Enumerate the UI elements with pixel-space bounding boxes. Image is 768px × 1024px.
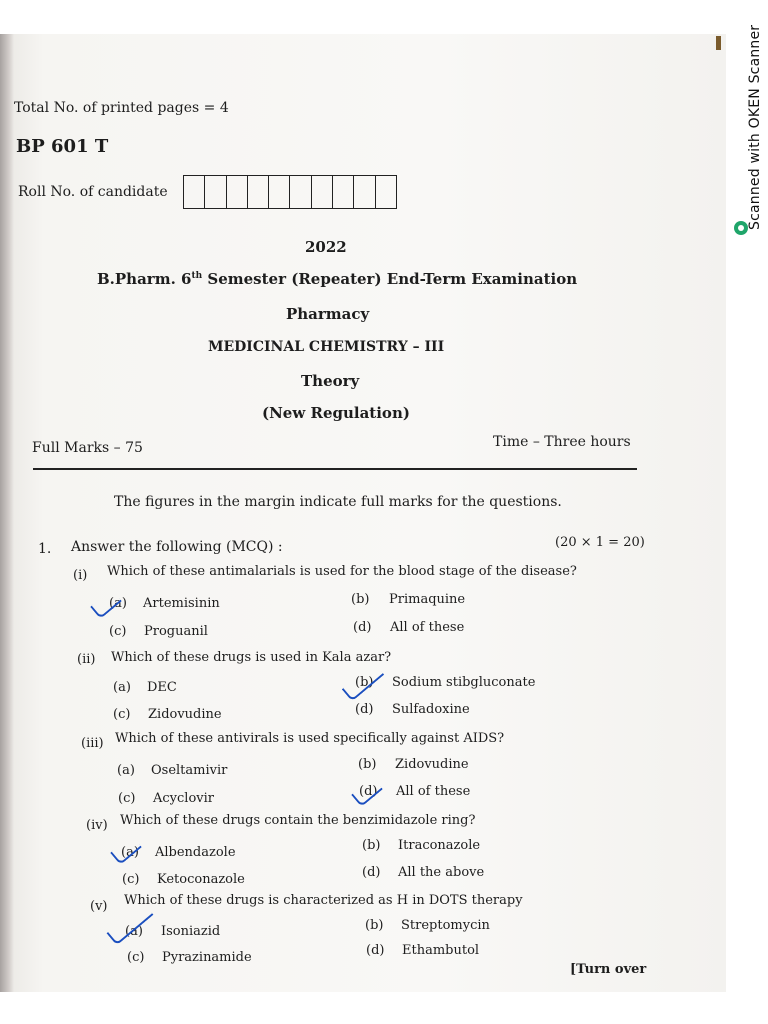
question-text: Which of these drugs is characterized as H in DOTS therapy — [124, 893, 523, 908]
option-text: Itraconazole — [398, 838, 481, 853]
option-text: Streptomycin — [401, 918, 490, 933]
option-text: Oseltamivir — [151, 763, 228, 778]
exam-title — [97, 270, 577, 288]
instruction-text: The figures in the margin indicate full marks for the questions. — [114, 494, 562, 510]
question-text: Which of these drugs is used in Kala azar? — [111, 650, 392, 665]
section-number: 1. — [38, 541, 52, 557]
option-letter: (b) — [351, 592, 370, 607]
option-text: Ethambutol — [402, 943, 480, 958]
question-text: Which of these antimalarials is used for the blood stage of the disease? — [107, 564, 577, 579]
scanner-logo-icon — [734, 221, 748, 235]
option-letter: (a) — [125, 924, 143, 939]
subject-name: Pharmacy — [286, 305, 370, 323]
option-text: Ketoconazole — [157, 872, 245, 887]
bookmark-mark — [716, 36, 721, 50]
option-text: Sulfadoxine — [392, 702, 470, 717]
option-text: Proguanil — [144, 624, 208, 639]
option-text: Zidovudine — [148, 707, 222, 722]
question-number: (ii) — [77, 652, 96, 667]
roll-digit-box[interactable] — [312, 176, 333, 208]
exam-title-sup: th — [191, 271, 203, 281]
roll-digit-box[interactable] — [376, 176, 396, 208]
question-text: Which of these antivirals is used specifically against AIDS? — [115, 731, 505, 746]
roll-digit-box[interactable] — [269, 176, 290, 208]
option-letter: (b) — [362, 838, 381, 853]
option-text: Albendazole — [155, 845, 236, 860]
roll-number-boxes[interactable] — [183, 175, 397, 209]
exam-title-prefix: B.Pharm. 6 — [97, 270, 192, 288]
option-text: All the above — [398, 865, 485, 880]
exam-title-suffix: Semester (Repeater) End-Term Examination — [202, 270, 578, 288]
option-text: All of these — [396, 784, 471, 799]
option-letter: (c) — [127, 950, 145, 965]
roll-digit-box[interactable] — [333, 176, 354, 208]
option-text: DEC — [147, 680, 177, 695]
option-letter: (b) — [358, 757, 377, 772]
option-letter: (c) — [122, 872, 140, 887]
option-letter: (c) — [113, 707, 131, 722]
option-text: Acyclovir — [153, 791, 214, 806]
paper-title: MEDICINAL CHEMISTRY – III — [208, 339, 445, 355]
option-letter: (a) — [121, 845, 139, 860]
option-text: Isoniazid — [161, 924, 221, 939]
roll-digit-box[interactable] — [227, 176, 248, 208]
option-text: Sodium stibgluconate — [392, 675, 536, 690]
section-title: Answer the following (MCQ) : — [71, 539, 283, 555]
option-letter: (c) — [109, 624, 127, 639]
question-text: Which of these drugs contain the benzimidazole ring? — [120, 813, 476, 828]
option-text: All of these — [390, 620, 465, 635]
question-number: (i) — [73, 568, 88, 583]
printed-pages-label: Total No. of printed pages = 4 — [14, 100, 229, 116]
option-letter: (d) — [359, 784, 378, 799]
option-letter: (a) — [117, 763, 135, 778]
option-letter: (d) — [362, 865, 381, 880]
header-divider — [33, 468, 637, 470]
roll-digit-box[interactable] — [248, 176, 269, 208]
question-number: (v) — [90, 899, 108, 914]
option-letter: (d) — [355, 702, 374, 717]
paper-type: Theory — [301, 372, 360, 390]
option-letter: (b) — [355, 675, 374, 690]
option-text: Artemisinin — [143, 596, 220, 611]
paper-code: BP 601 T — [16, 136, 109, 157]
time-allowed: Time – Three hours — [493, 434, 631, 450]
roll-digit-box[interactable] — [290, 176, 311, 208]
full-marks: Full Marks – 75 — [32, 440, 143, 456]
roll-number-label: Roll No. of candidate — [18, 184, 168, 200]
option-text: Zidovudine — [395, 757, 469, 772]
page-edge-shadow — [0, 34, 14, 992]
roll-digit-box[interactable] — [354, 176, 375, 208]
question-number: (iii) — [81, 736, 104, 751]
question-number: (iv) — [86, 818, 108, 833]
roll-digit-box[interactable] — [184, 176, 205, 208]
option-letter: (d) — [366, 943, 385, 958]
exam-year: 2022 — [305, 238, 347, 256]
option-letter: (a) — [113, 680, 131, 695]
option-letter: (a) — [109, 596, 127, 611]
option-letter: (c) — [118, 791, 136, 806]
option-text: Pyrazinamide — [162, 950, 252, 965]
option-text: Primaquine — [389, 592, 466, 607]
option-letter: (d) — [353, 620, 372, 635]
section-marks: (20 × 1 = 20) — [555, 535, 645, 550]
option-letter: (b) — [365, 918, 384, 933]
scanner-watermark: Scanned with OKEN Scanner — [747, 24, 763, 230]
regulation: (New Regulation) — [262, 404, 410, 422]
turn-over-note: [Turn over — [570, 962, 647, 977]
roll-digit-box[interactable] — [205, 176, 226, 208]
